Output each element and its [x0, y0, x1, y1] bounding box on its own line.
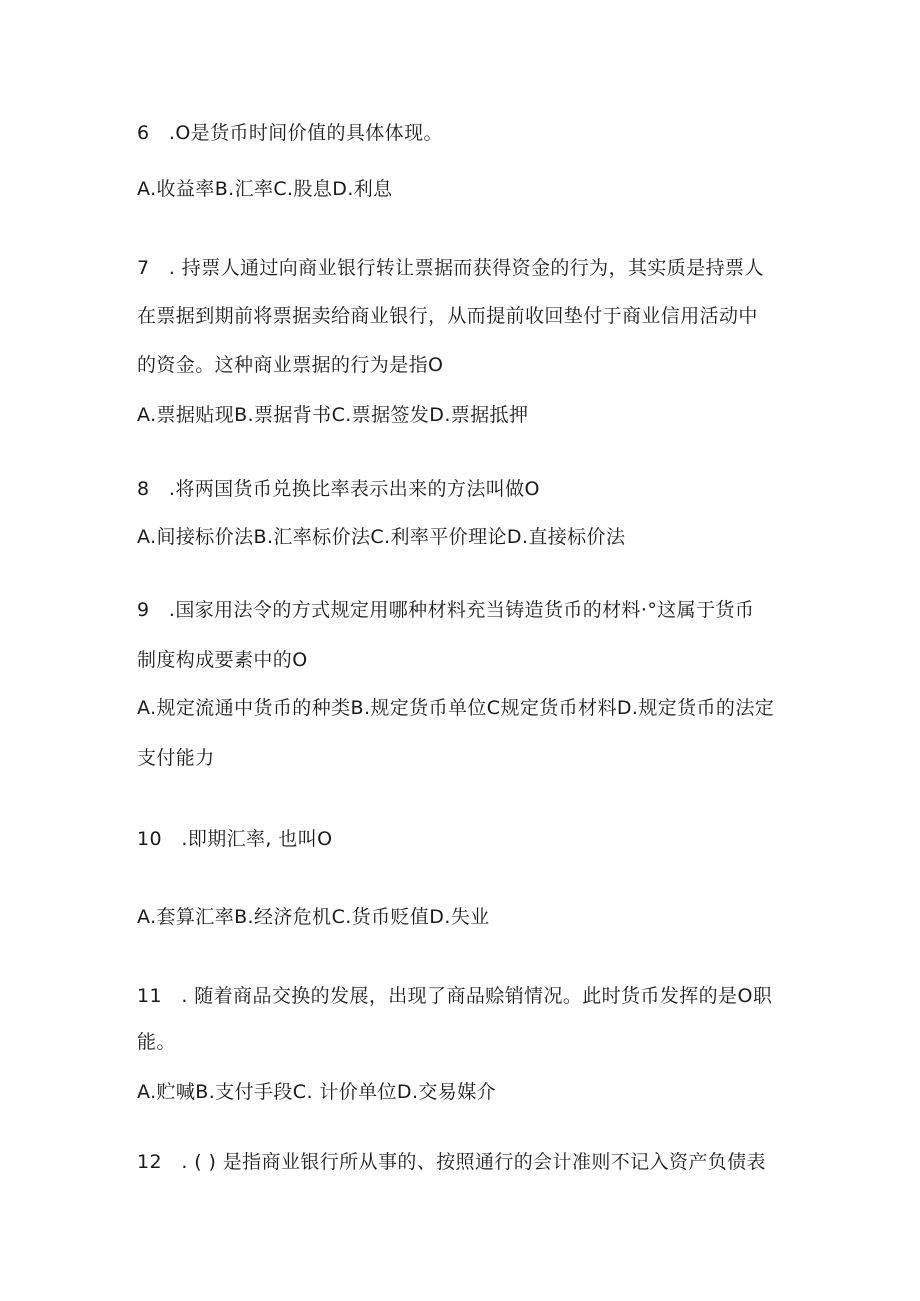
question-9-options-line-1: A.规定流通中货币的种类B.规定货币单位C规定货币材料D.规定货币的法定: [137, 697, 775, 719]
question-6-options: A.收益率B.汇率C.股息D.利息: [137, 178, 393, 200]
question-9-options-line-2: 支付能力: [137, 747, 215, 769]
question-10-options: A.套算汇率B.经济危机C.货币贬值D.失业: [137, 906, 490, 928]
question-9-stem-line-1: 9 .国家用法令的方式规定用哪种材料充当铸造货币的材料·°这属于货币: [137, 599, 755, 621]
question-12-stem: 12 . ( ) 是指商业银行所从事的、按照通行的会计准则不记入资产负债表: [137, 1151, 766, 1173]
question-11-stem-line-1: 11 . 随着商品交换的发展，出现了商品赊销情况。此时货币发挥的是O职: [137, 985, 773, 1007]
question-7-stem-line-1: 7 . 持票人通过向商业银行转让票据而获得资金的行为，其实质是持票人: [137, 257, 764, 279]
question-9-stem-line-2: 制度构成要素中的O: [137, 649, 308, 671]
question-6-stem: 6 .O是货币时间价值的具体体现。: [137, 122, 443, 144]
question-7-options: A.票据贴现B.票据背书C.票据签发D.票据抵押: [137, 404, 529, 426]
question-8-options: A.间接标价法B.汇率标价法C.利率平价理论D.直接标价法: [137, 526, 626, 548]
question-11-options: A.贮喊B.支付手段C. 计价单位D.交易媒介: [137, 1081, 496, 1103]
question-8-stem: 8 .将两国货币兑换比率表示出来的方法叫做O: [137, 478, 540, 500]
question-7-stem-line-3: 的资金。这种商业票据的行为是指O: [137, 354, 444, 376]
question-7-stem-line-2: 在票据到期前将票据卖给商业银行，从而提前收回垫付于商业信用活动中: [137, 305, 758, 327]
question-10-stem: 10 .即期汇率, 也叫O: [137, 828, 333, 850]
question-11-stem-line-2: 能。: [137, 1031, 176, 1053]
